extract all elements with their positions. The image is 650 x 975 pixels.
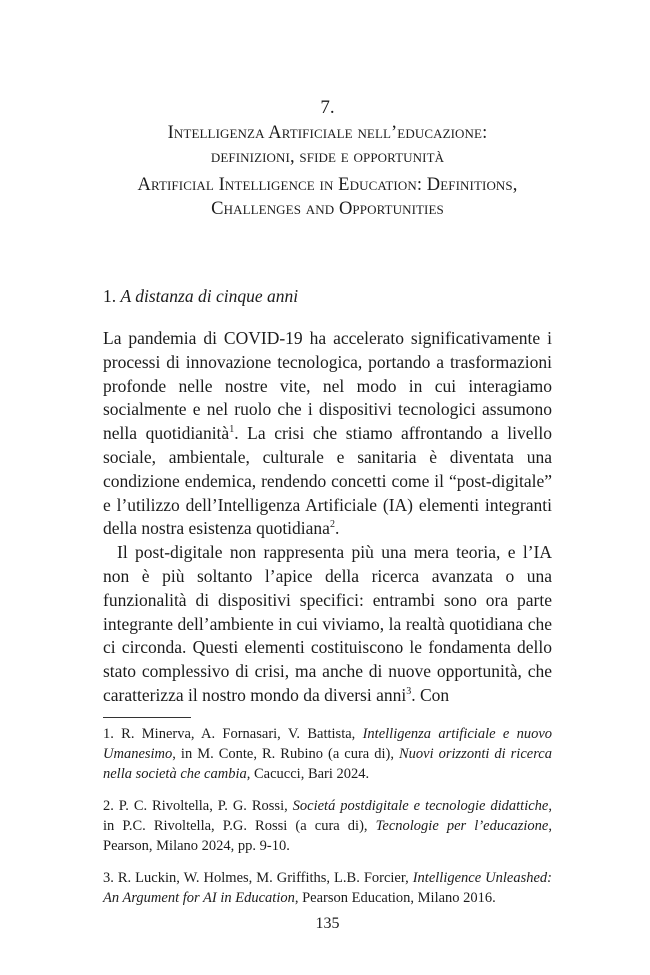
paragraph-text: Il post-digitale non rappresenta più una mera teoria, e l’IA non è più soltanto l’apice della ricerca avanzata o una funzionalità di dispositivi specifici: entrambi sono ora parte integrante dell’ambiente in cui viviamo, la realtà quotidiana che ci circonda. Questi elementi costituiscono le fondamenta dello stato complessivo di crisi, ma anche di nuove opportunità, che caratterizza il nostro mondo da diversi anni (103, 542, 552, 705)
chapter-title-english-line-2: Challenges and Opportunities (211, 199, 444, 219)
footnote (103, 796, 552, 856)
footnotes (103, 724, 552, 920)
section-number: 1. (103, 286, 117, 306)
footnote-reference[interactable]: 2 (329, 519, 335, 531)
footnote (103, 868, 552, 908)
section-heading (103, 284, 298, 308)
footnote-title: Nuovi orizzonti di ricerca nella società che cambia (103, 746, 552, 782)
chapter-title-english (103, 173, 552, 221)
section-title: A distanza di cinque anni (120, 286, 299, 306)
paragraph (103, 327, 552, 541)
chapter-title-italian (103, 121, 552, 169)
footnote-title: Intelligence Unleashed: An Argument for AI in Education (103, 870, 552, 906)
page-number: 135 (315, 915, 340, 932)
footnote-text: , Cacucci, Bari 2024. (246, 766, 370, 782)
footnote-title: Tecnologie per l’educazione (375, 818, 549, 834)
paragraph (103, 541, 552, 708)
chapter-title-italian-line-2: definizioni, sfide e opportunità (210, 147, 445, 167)
chapter-title-english-line-1: Artificial Intelligence in Education: Definitions, (137, 175, 518, 195)
footnote-text: 3. R. Luckin, W. Holmes, M. Griffiths, L.B. Forcier, (103, 870, 413, 886)
chapter-number: 7. (320, 97, 335, 118)
footnote (103, 724, 552, 784)
footnote-text: , in P.C. Rivoltella, P.G. Rossi (a cura di), (103, 798, 552, 834)
paragraph-text: . La crisi che stiamo affrontando a livello sociale, ambientale, culturale e sanitaria è diventata una condizione endemica, rendendo concetti come il “post-digitale” e l’utilizzo dell’Intelligenza Artificiale (IA) elementi integranti della nostra esistenza quotidiana (103, 423, 552, 539)
footnote-reference[interactable]: 3 (406, 686, 412, 698)
footnote-text: 1. R. Minerva, A. Fornasari, V. Battista, (103, 726, 363, 742)
body-text (103, 327, 552, 708)
paragraph-text: . (334, 518, 340, 539)
chapter-title-block (103, 121, 552, 221)
footnote-reference[interactable]: 1 (229, 424, 235, 436)
footnote-title: Societá postdigitale e tecnologie didattiche (292, 798, 549, 814)
paragraph-text: . Con (411, 684, 450, 705)
footnote-text: 2. P. C. Rivoltella, P. G. Rossi, (103, 798, 293, 814)
chapter-title-italian-line-1: Intelligenza Artificiale nell’educazione: (167, 123, 488, 143)
footnote-title: Intelligenza artificiale e nuovo Umanesimo (103, 726, 553, 762)
footnote-divider (103, 717, 191, 718)
footnote-text: , Pearson, Milano 2024, pp. 9-10. (103, 818, 552, 854)
footnote-text: , Pearson Education, Milano 2016. (294, 890, 496, 906)
footnote-text: , in M. Conte, R. Rubino (a cura di), (172, 746, 399, 762)
paragraph-text: La pandemia di COVID-19 ha accelerato significativamente i processi di innovazione tecnologica, portando a trasformazioni profonde nelle nostre vite, nel modo in cui interagiamo socialmente e nel ruolo che i dispositivi tecnologici assumono nella quotidianità (103, 328, 552, 444)
